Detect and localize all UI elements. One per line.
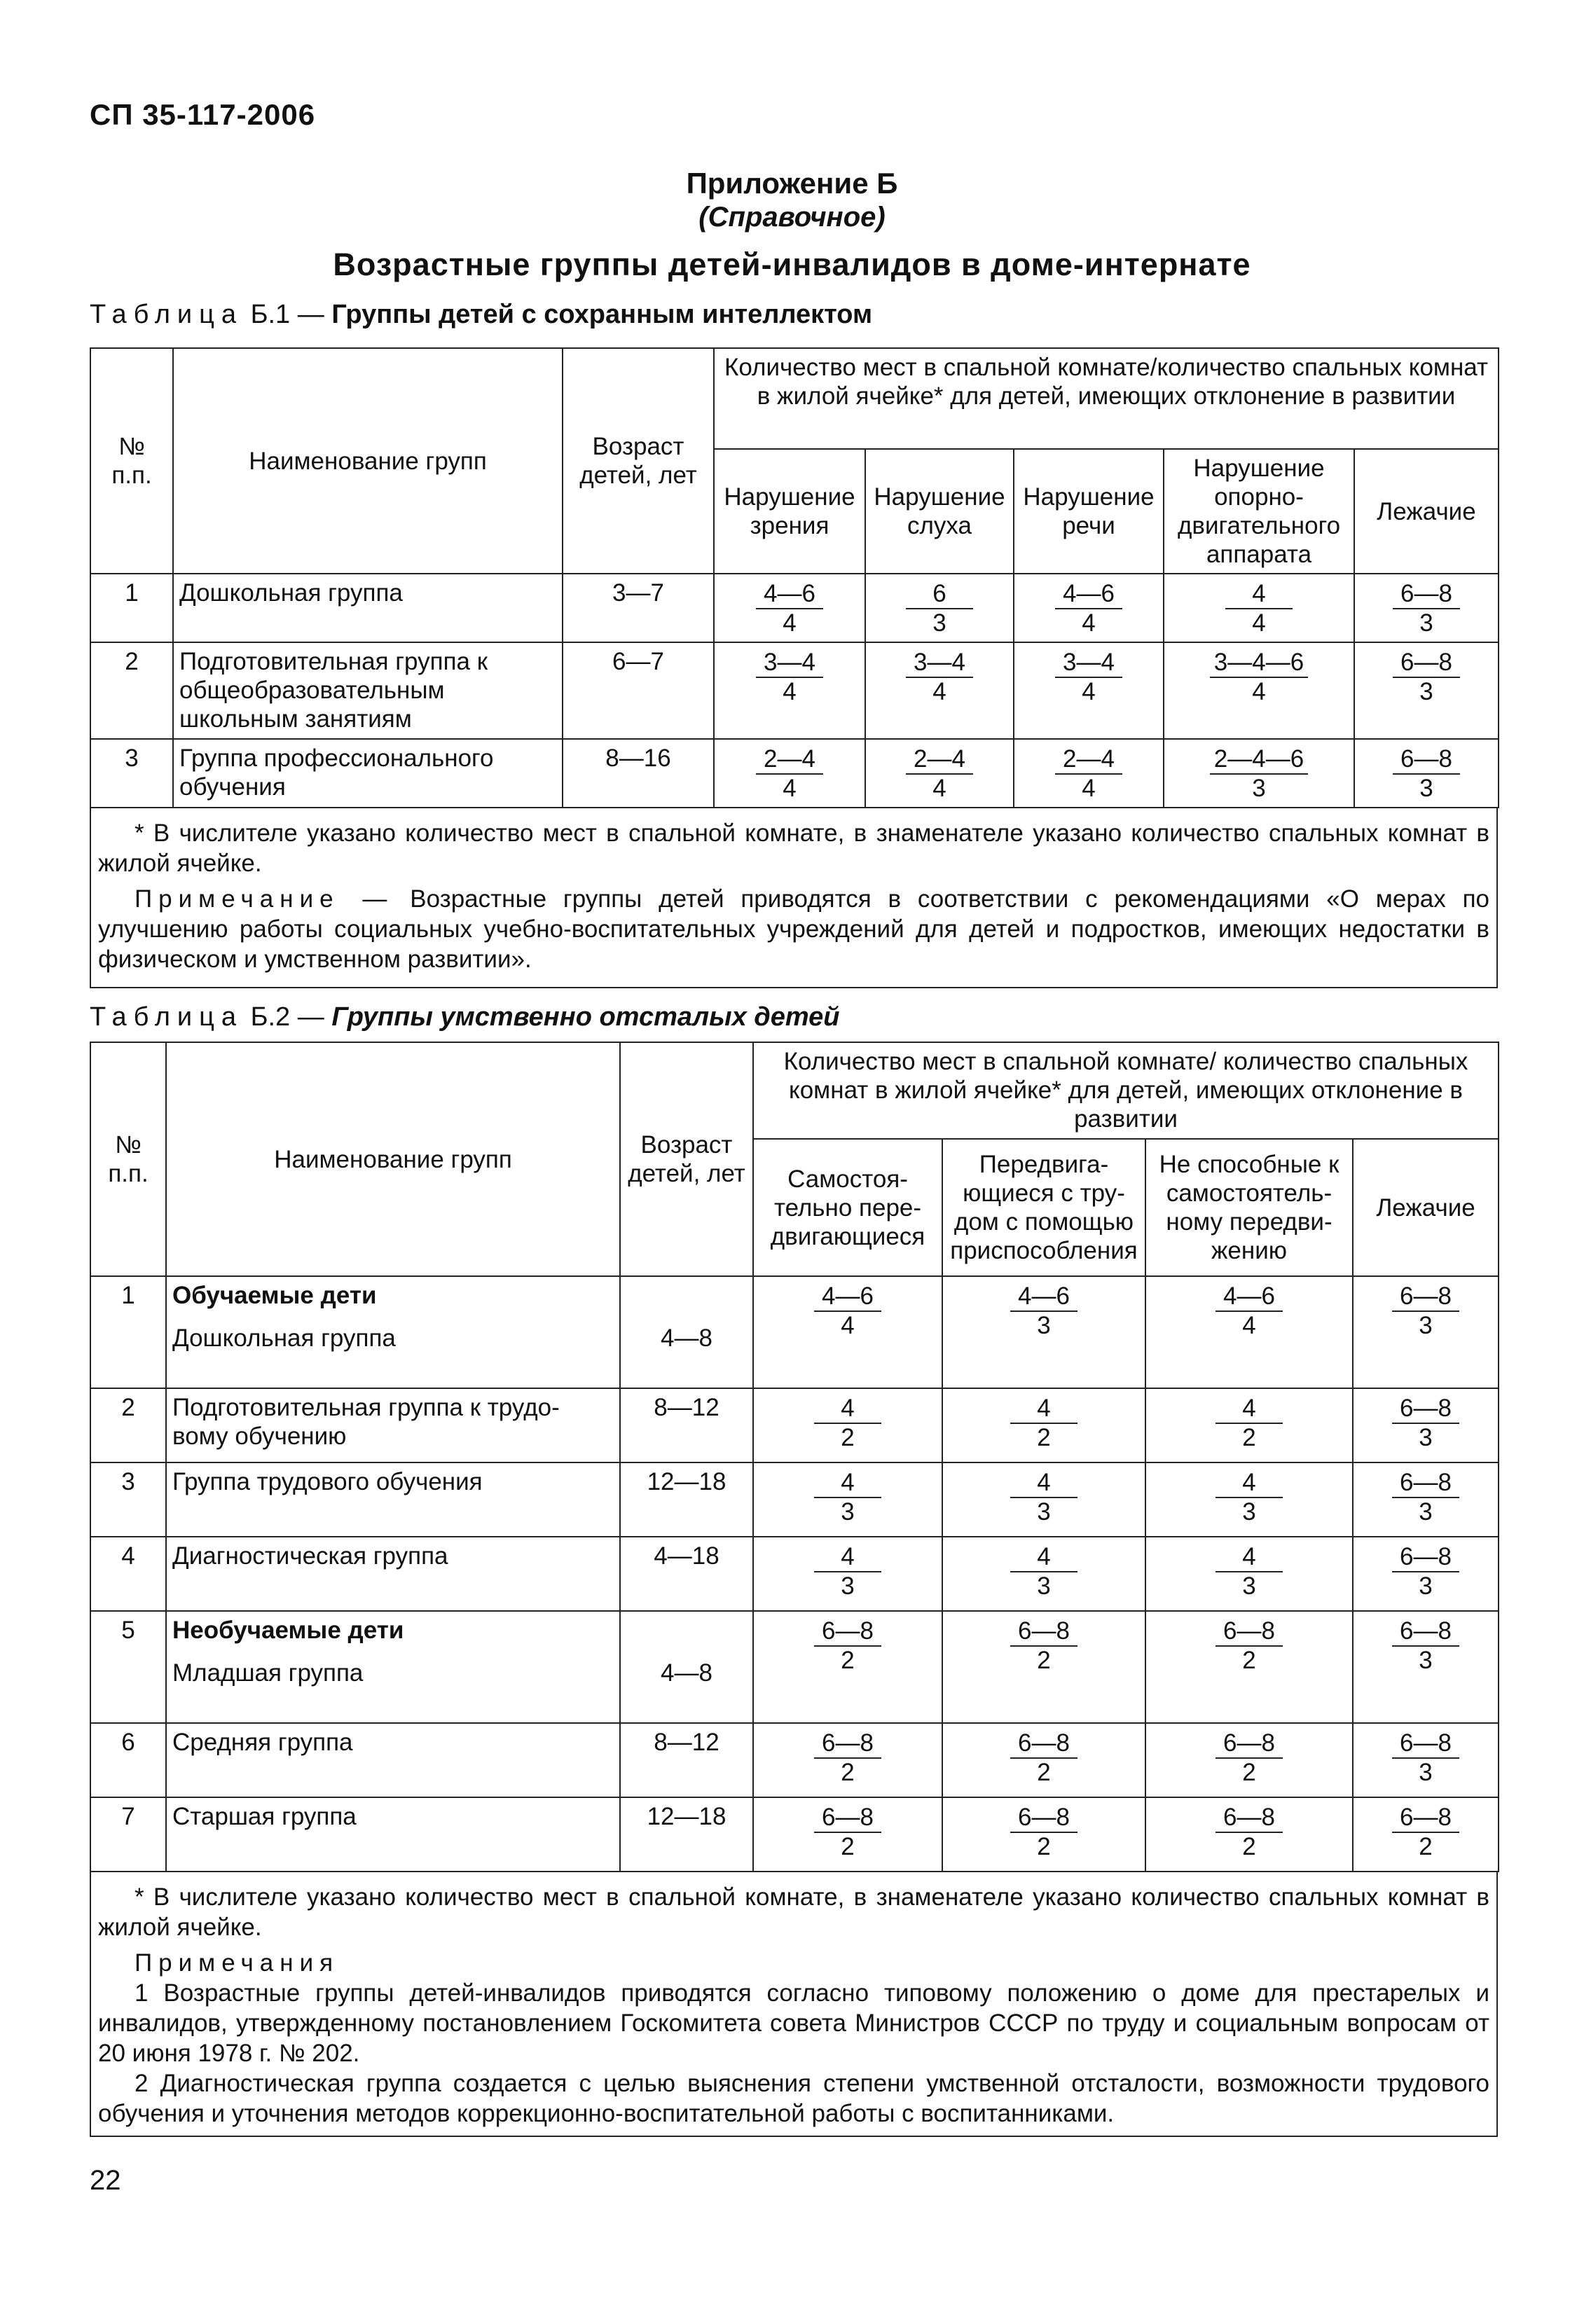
table2-caption — [90, 1002, 840, 1032]
value-cell — [714, 574, 865, 642]
table2-notes-label: Примечания — [135, 1949, 340, 1977]
table2-head-col: Передвига-ющиеся с тру-дом с помощью приспособления — [942, 1139, 1145, 1276]
table1-caption-title: Группы детей с сохранным интеллектом — [331, 300, 873, 329]
table2 — [90, 1042, 1499, 1872]
fraction-numerator: 4 — [1010, 1395, 1077, 1424]
group-name — [166, 1611, 620, 1723]
fraction-numerator: 6—8 — [1215, 1729, 1283, 1759]
group-name: Диагностическая группа — [166, 1537, 620, 1611]
fraction — [1392, 1729, 1459, 1787]
value-cell — [865, 739, 1014, 808]
value-cell — [753, 1611, 942, 1723]
value-cell — [1353, 1537, 1499, 1611]
row-number: 6 — [90, 1723, 166, 1797]
fraction — [814, 1804, 881, 1861]
table2-head-col: Не способные к самостоятель-ному передви-жению — [1145, 1139, 1353, 1276]
fraction — [1210, 649, 1308, 706]
table-row — [90, 1797, 1499, 1872]
table1-note — [98, 884, 1489, 974]
fraction-numerator: 2—4 — [1055, 745, 1122, 775]
fraction-denominator: 3 — [1419, 1424, 1433, 1451]
fraction-denominator: 3 — [1419, 1759, 1433, 1786]
value-cell — [1353, 1723, 1499, 1797]
age-range: 12—18 — [620, 1797, 753, 1872]
fraction — [1010, 1617, 1077, 1675]
fraction-numerator: 3—4 — [756, 649, 823, 678]
table1-caption — [90, 300, 872, 330]
fraction-denominator: 4 — [932, 678, 946, 705]
fraction-denominator: 3 — [1419, 1312, 1433, 1339]
age-range: 6—7 — [563, 642, 714, 739]
fraction-numerator: 6—8 — [1010, 1617, 1077, 1647]
fraction-denominator: 3 — [1037, 1572, 1051, 1600]
fraction-numerator: 2—4 — [756, 745, 823, 775]
row-number: 2 — [90, 1388, 166, 1462]
fraction-denominator: 2 — [1419, 1833, 1433, 1860]
age-range: 3—7 — [563, 574, 714, 642]
value-cell — [865, 574, 1014, 642]
fraction-numerator: 4—6 — [1010, 1282, 1077, 1312]
fraction-denominator: 2 — [1242, 1647, 1256, 1674]
row-number: 1 — [90, 1276, 166, 1388]
table-row — [90, 1462, 1499, 1537]
value-cell — [1145, 1797, 1353, 1872]
fraction-numerator: 6—8 — [1392, 1543, 1459, 1572]
fraction-denominator: 3 — [1419, 1572, 1433, 1600]
group-name: Средняя группа — [166, 1723, 620, 1797]
fraction — [1215, 1469, 1283, 1526]
group-name: Старшая группа — [166, 1797, 620, 1872]
fraction-denominator: 4 — [1082, 609, 1096, 637]
table-row — [90, 1723, 1499, 1797]
table1-head-col: Нарушение речи — [1014, 449, 1164, 574]
value-cell — [942, 1462, 1145, 1537]
fraction-denominator: 3 — [1419, 1498, 1433, 1526]
fraction-numerator: 6—8 — [1215, 1804, 1283, 1833]
fraction-numerator: 3—4—6 — [1210, 649, 1308, 678]
row-number: 3 — [90, 1462, 166, 1537]
group-name: Подготовительная группа к общеобразовательным школьным занятиям — [173, 642, 563, 739]
fraction-numerator: 6—8 — [1392, 1804, 1459, 1833]
value-cell — [1164, 739, 1354, 808]
fraction-denominator: 4 — [783, 775, 797, 802]
fraction — [756, 580, 823, 637]
section-label: Необучаемые дети — [172, 1617, 404, 1644]
fraction-denominator: 2 — [841, 1647, 855, 1674]
fraction-denominator: 3 — [1037, 1498, 1051, 1526]
fraction-numerator: 4 — [1215, 1469, 1283, 1498]
fraction-denominator: 3 — [1419, 775, 1433, 802]
fraction-denominator: 3 — [841, 1498, 855, 1526]
fraction-numerator: 6—8 — [1392, 1282, 1459, 1312]
fraction-numerator: 6—8 — [814, 1617, 881, 1647]
row-number: 1 — [90, 574, 173, 642]
fraction-denominator: 4 — [1242, 1312, 1256, 1339]
age-range: 4—18 — [620, 1537, 753, 1611]
fraction — [1392, 1395, 1459, 1452]
age-range: 8—12 — [620, 1723, 753, 1797]
table1-head-age: Возраст детей, лет — [563, 348, 714, 574]
value-cell — [1014, 739, 1164, 808]
fraction — [756, 745, 823, 803]
row-number: 3 — [90, 739, 173, 808]
value-cell — [753, 1537, 942, 1611]
group-name — [166, 1276, 620, 1388]
fraction-numerator: 3—4 — [906, 649, 973, 678]
table1-head-col: Нарушение слуха — [865, 449, 1014, 574]
fraction — [1225, 580, 1293, 637]
fraction-numerator: 4 — [1215, 1543, 1283, 1572]
fraction-denominator: 3 — [1252, 775, 1266, 802]
fraction-numerator: 6—8 — [1010, 1804, 1077, 1833]
value-cell — [1164, 642, 1354, 739]
group-name: Группа профессионального обучения — [173, 739, 563, 808]
age-range: 4—8 — [620, 1611, 753, 1723]
value-cell — [1145, 1723, 1353, 1797]
table1-head-num: № п.п. — [90, 348, 173, 574]
table1-head-group: Количество мест в спальной комнате/количество спальных комнат в жилой ячейке* для детей, имеющих отклонение в развитии — [714, 348, 1499, 449]
fraction — [906, 745, 973, 803]
fraction-denominator: 3 — [1242, 1498, 1256, 1526]
value-cell — [1145, 1537, 1353, 1611]
age-range: 12—18 — [620, 1462, 753, 1537]
fraction — [756, 649, 823, 706]
fraction — [1010, 1282, 1077, 1340]
fraction-numerator: 6—8 — [1393, 649, 1460, 678]
document-code: СП 35-117-2006 — [90, 98, 316, 131]
fraction — [1010, 1395, 1077, 1452]
fraction-denominator: 3 — [1419, 678, 1433, 705]
fraction — [814, 1617, 881, 1675]
value-cell — [942, 1388, 1145, 1462]
table-row — [90, 642, 1499, 739]
row-number: 4 — [90, 1537, 166, 1611]
fraction-denominator: 3 — [841, 1572, 855, 1600]
fraction-numerator: 6—8 — [814, 1804, 881, 1833]
page-number: 22 — [90, 2165, 121, 2196]
table1-head-name: Наименование групп — [173, 348, 563, 574]
fraction — [1393, 745, 1460, 803]
value-cell — [1145, 1276, 1353, 1388]
value-cell — [1014, 574, 1164, 642]
fraction — [1010, 1804, 1077, 1861]
fraction-denominator: 2 — [1037, 1647, 1051, 1674]
table1-caption-num: Б.1 — — [250, 300, 324, 329]
fraction-denominator: 4 — [1082, 775, 1096, 802]
fraction — [1210, 745, 1308, 803]
value-cell — [714, 642, 865, 739]
table-row — [90, 739, 1499, 808]
fraction — [1392, 1617, 1459, 1675]
fraction-numerator: 4—6 — [1055, 580, 1122, 609]
fraction-numerator: 6—8 — [1392, 1617, 1459, 1647]
fraction-numerator: 6—8 — [814, 1729, 881, 1759]
table2-caption-prefix: Таблица — [90, 1002, 243, 1032]
value-cell — [1353, 1276, 1499, 1388]
value-cell — [1353, 1462, 1499, 1537]
table2-note-1: 1 Возрастные группы детей-инвалидов приводятся согласно типовому положению о доме для престарелых и инвалидов, утвержденному постановлением Госкомитета совета Министров СССР по труду и социальным вопросам от 20 июня 1978 г. № 202. — [98, 1979, 1489, 2067]
value-cell — [1164, 574, 1354, 642]
table2-note-2: 2 Диагностическая группа создается с целью выяснения степени умственной отсталости, возможности трудового обучения и уточнения методов коррекционно-воспитательной работы с воспитанниками. — [98, 2070, 1489, 2127]
table1 — [90, 347, 1499, 808]
row-number: 2 — [90, 642, 173, 739]
table2-head-num: № п.п. — [90, 1042, 166, 1276]
table2-head-name: Наименование групп — [166, 1042, 620, 1276]
value-cell — [714, 739, 865, 808]
value-cell — [1353, 1611, 1499, 1723]
fraction — [1392, 1469, 1459, 1526]
table-row — [90, 1537, 1499, 1611]
value-cell — [942, 1723, 1145, 1797]
fraction-numerator: 6—8 — [1392, 1469, 1459, 1498]
fraction-numerator: 4 — [814, 1543, 881, 1572]
fraction-denominator: 3 — [932, 609, 946, 637]
fraction-denominator: 3 — [1242, 1572, 1256, 1600]
fraction — [1215, 1282, 1283, 1340]
group-name: Группа трудового обучения — [166, 1462, 620, 1537]
fraction-numerator: 3—4 — [1055, 649, 1122, 678]
fraction-numerator: 6—8 — [1393, 580, 1460, 609]
table1-note-text: Возрастные группы детей приводятся в соответствии с рекомендациями «О мерах по улучшению работы социальных учебно-воспитательных учреждений для детей и подростков, имеющих недостатки в физическом и умственном развитии». — [98, 885, 1489, 973]
fraction-numerator: 6—8 — [1392, 1395, 1459, 1424]
fraction — [814, 1395, 881, 1452]
fraction-numerator: 2—4 — [906, 745, 973, 775]
table2-caption-num: Б.2 — — [250, 1002, 324, 1032]
value-cell — [942, 1797, 1145, 1872]
fraction — [814, 1543, 881, 1600]
fraction — [814, 1729, 881, 1787]
table2-footnote: * В числителе указано количество мест в спальной комнате, в знаменателе указано количество спальных комнат в жилой ячейке. — [98, 1883, 1489, 1941]
fraction-denominator: 4 — [1252, 609, 1266, 637]
fraction-numerator: 4 — [1010, 1543, 1077, 1572]
fraction-numerator: 6—8 — [1215, 1617, 1283, 1647]
fraction-denominator: 3 — [1037, 1312, 1051, 1339]
fraction — [1215, 1617, 1283, 1675]
main-title: Возрастные группы детей-инвалидов в доме-интернате — [333, 247, 1251, 282]
section-label: Обучаемые дети — [172, 1282, 377, 1309]
fraction-numerator: 6—8 — [1010, 1729, 1077, 1759]
fraction — [1392, 1543, 1459, 1600]
fraction-denominator: 2 — [841, 1759, 855, 1786]
table-row — [90, 1388, 1499, 1462]
value-cell — [753, 1723, 942, 1797]
value-cell — [1353, 1797, 1499, 1872]
appendix-title: Приложение Б — [686, 167, 898, 200]
table2-head-group: Количество мест в спальной комнате/ количество спальных комнат в жилой ячейке* для детей, имеющих отклонение в развитии — [753, 1042, 1499, 1139]
table2-head-col: Лежачие — [1353, 1139, 1499, 1276]
table1-caption-prefix: Таблица — [90, 300, 243, 329]
value-cell — [753, 1797, 942, 1872]
fraction-denominator: 2 — [841, 1833, 855, 1860]
fraction-numerator: 4—6 — [1215, 1282, 1283, 1312]
value-cell — [865, 642, 1014, 739]
fraction — [1215, 1395, 1283, 1452]
value-cell — [942, 1276, 1145, 1388]
fraction-denominator: 2 — [1037, 1833, 1051, 1860]
fraction-denominator: 3 — [1419, 1647, 1433, 1674]
fraction-denominator: 4 — [783, 678, 797, 705]
fraction — [1392, 1804, 1459, 1861]
table2-caption-title: Группы умственно отсталых детей — [331, 1002, 840, 1032]
fraction — [1055, 580, 1122, 637]
age-range: 8—12 — [620, 1388, 753, 1462]
group-name-text: Дошкольная группа — [172, 1324, 396, 1352]
fraction — [1055, 649, 1122, 706]
group-name-text: Младшая группа — [172, 1659, 364, 1687]
fraction-denominator: 4 — [1252, 678, 1266, 705]
value-cell — [1354, 739, 1499, 808]
table-row — [90, 1611, 1499, 1723]
fraction — [1393, 649, 1460, 706]
fraction — [1392, 1282, 1459, 1340]
fraction-numerator: 4 — [1010, 1469, 1077, 1498]
fraction — [1215, 1729, 1283, 1787]
fraction-denominator: 4 — [932, 775, 946, 802]
fraction — [1215, 1804, 1283, 1861]
table1-head-col: Нарушение зрения — [714, 449, 865, 574]
fraction — [814, 1469, 881, 1526]
value-cell — [1014, 642, 1164, 739]
fraction-numerator: 4—6 — [814, 1282, 881, 1312]
fraction — [1215, 1543, 1283, 1600]
fraction — [906, 580, 973, 637]
fraction-denominator: 2 — [1037, 1759, 1051, 1786]
fraction-denominator: 2 — [1037, 1424, 1051, 1451]
group-name: Дошкольная группа — [173, 574, 563, 642]
table2-head-age: Возраст детей, лет — [620, 1042, 753, 1276]
table1-head-col: Нарушение опорно-двигательного аппарата — [1164, 449, 1354, 574]
fraction-denominator: 4 — [783, 609, 797, 637]
fraction — [1055, 745, 1122, 803]
table-row — [90, 574, 1499, 642]
fraction — [1010, 1469, 1077, 1526]
value-cell — [1353, 1388, 1499, 1462]
fraction — [906, 649, 973, 706]
table-row — [90, 1276, 1499, 1388]
age-range: 4—8 — [620, 1276, 753, 1388]
table1-notes — [90, 808, 1498, 988]
fraction-numerator: 4 — [1215, 1395, 1283, 1424]
fraction-numerator: 4—6 — [756, 580, 823, 609]
fraction-denominator: 2 — [1242, 1759, 1256, 1786]
fraction — [1010, 1729, 1077, 1787]
value-cell — [753, 1276, 942, 1388]
fraction-denominator: 3 — [1419, 609, 1433, 637]
fraction-denominator: 2 — [841, 1424, 855, 1451]
group-name: Подготовительная группа к трудо-вому обучению — [166, 1388, 620, 1462]
age-range: 8—16 — [563, 739, 714, 808]
fraction-numerator: 4 — [814, 1469, 881, 1498]
value-cell — [1145, 1611, 1353, 1723]
fraction-numerator: 4 — [814, 1395, 881, 1424]
table1-footnote: * В числителе указано количество мест в спальной комнате, в знаменателе указано количество спальных комнат в жилой ячейке. — [98, 819, 1489, 877]
table1-head-col: Лежачие — [1354, 449, 1499, 574]
value-cell — [753, 1462, 942, 1537]
value-cell — [1354, 574, 1499, 642]
fraction-numerator: 2—4—6 — [1210, 745, 1308, 775]
fraction-numerator: 6—8 — [1392, 1729, 1459, 1759]
fraction-denominator: 4 — [1082, 678, 1096, 705]
value-cell — [753, 1388, 942, 1462]
value-cell — [1145, 1388, 1353, 1462]
value-cell — [1354, 642, 1499, 739]
appendix-subtitle: (Справочное) — [698, 202, 886, 233]
row-number: 7 — [90, 1797, 166, 1872]
value-cell — [1145, 1462, 1353, 1537]
fraction — [814, 1282, 881, 1340]
fraction-denominator: 4 — [841, 1312, 855, 1339]
table2-notes — [90, 1872, 1498, 2137]
fraction — [1393, 580, 1460, 637]
fraction-denominator: 2 — [1242, 1833, 1256, 1860]
fraction-denominator: 2 — [1242, 1424, 1256, 1451]
fraction-numerator: 6—8 — [1393, 745, 1460, 775]
value-cell — [942, 1611, 1145, 1723]
table2-head-col: Самостоя-тельно пере-двигающиеся — [753, 1139, 942, 1276]
fraction-numerator: 6 — [906, 580, 973, 609]
value-cell — [942, 1537, 1145, 1611]
fraction-numerator: 4 — [1225, 580, 1293, 609]
fraction — [1010, 1543, 1077, 1600]
table1-note-label: Примечание — — [135, 885, 394, 913]
row-number: 5 — [90, 1611, 166, 1723]
